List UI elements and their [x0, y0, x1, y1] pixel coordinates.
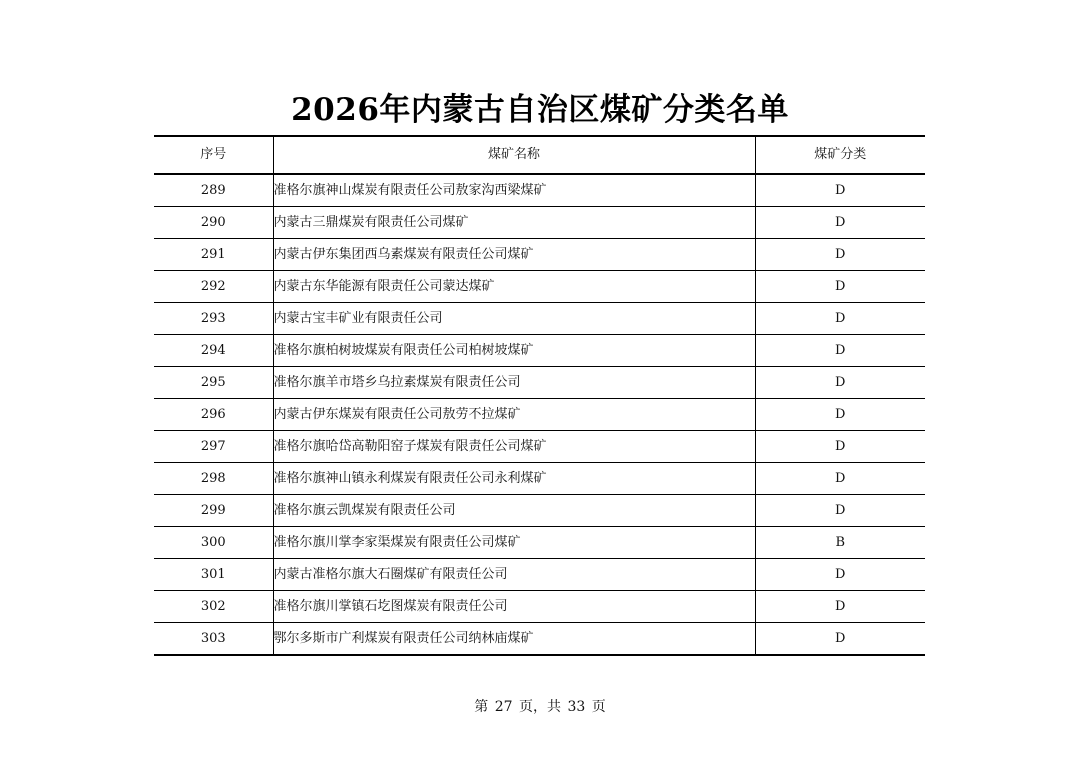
table-row	[154, 174, 925, 207]
row-number: 301	[154, 559, 273, 591]
table-row	[154, 559, 925, 591]
row-name: 鄂尔多斯市广利煤炭有限责任公司纳林庙煤矿	[273, 623, 755, 656]
row-name: 内蒙古东华能源有限责任公司蒙达煤矿	[273, 271, 755, 303]
row-category: D	[755, 399, 925, 431]
row-number: 295	[154, 367, 273, 399]
row-name: 准格尔旗云凯煤炭有限责任公司	[273, 495, 755, 527]
row-category: D	[755, 463, 925, 495]
table-row	[154, 207, 925, 239]
table-row	[154, 399, 925, 431]
table-row	[154, 463, 925, 495]
row-name: 内蒙古准格尔旗大石圈煤矿有限责任公司	[273, 559, 755, 591]
row-name: 准格尔旗川掌李家渠煤炭有限责任公司煤矿	[273, 527, 755, 559]
table-row	[154, 495, 925, 527]
row-name: 准格尔旗神山镇永利煤炭有限责任公司永利煤矿	[273, 463, 755, 495]
row-name: 内蒙古三鼎煤炭有限责任公司煤矿	[273, 207, 755, 239]
row-name: 准格尔旗哈岱高勒阳窑子煤炭有限责任公司煤矿	[273, 431, 755, 463]
table-row	[154, 239, 925, 271]
row-name: 准格尔旗川掌镇石圪图煤炭有限责任公司	[273, 591, 755, 623]
header-name: 煤矿名称	[273, 136, 755, 174]
row-number: 299	[154, 495, 273, 527]
row-number: 290	[154, 207, 273, 239]
row-category: D	[755, 495, 925, 527]
row-number: 302	[154, 591, 273, 623]
row-category: D	[755, 303, 925, 335]
table-row	[154, 303, 925, 335]
page-footer	[0, 697, 1080, 717]
footer-current-page: 27	[494, 699, 513, 715]
table-row	[154, 527, 925, 559]
header-number: 序号	[154, 136, 273, 174]
table-row	[154, 271, 925, 303]
row-name: 内蒙古宝丰矿业有限责任公司	[273, 303, 755, 335]
table-row	[154, 623, 925, 656]
table-header-row	[154, 136, 925, 174]
row-number: 298	[154, 463, 273, 495]
row-name: 准格尔旗羊市塔乡乌拉素煤炭有限责任公司	[273, 367, 755, 399]
row-category: B	[755, 527, 925, 559]
row-name: 内蒙古伊东煤炭有限责任公司敖劳不拉煤矿	[273, 399, 755, 431]
footer-mid: 页，共	[519, 699, 561, 715]
row-number: 293	[154, 303, 273, 335]
row-name: 准格尔旗柏树坡煤炭有限责任公司柏树坡煤矿	[273, 335, 755, 367]
row-category: D	[755, 559, 925, 591]
row-category: D	[755, 335, 925, 367]
footer-prefix: 第	[474, 699, 489, 715]
row-category: D	[755, 271, 925, 303]
row-number: 294	[154, 335, 273, 367]
row-number: 292	[154, 271, 273, 303]
footer-total-pages: 33	[567, 699, 586, 715]
row-number: 296	[154, 399, 273, 431]
row-category: D	[755, 207, 925, 239]
row-name: 内蒙古伊东集团西乌素煤炭有限责任公司煤矿	[273, 239, 755, 271]
table-row	[154, 591, 925, 623]
coal-mine-table	[154, 135, 925, 656]
row-number: 300	[154, 527, 273, 559]
row-category: D	[755, 174, 925, 207]
footer-suffix: 页	[591, 699, 606, 715]
row-number: 303	[154, 623, 273, 656]
page-title: 2026年内蒙古自治区煤矿分类名单	[291, 92, 789, 128]
row-category: D	[755, 431, 925, 463]
row-name: 准格尔旗神山煤炭有限责任公司敖家沟西梁煤矿	[273, 174, 755, 207]
header-category: 煤矿分类	[755, 136, 925, 174]
row-number: 289	[154, 174, 273, 207]
table-row	[154, 431, 925, 463]
row-category: D	[755, 623, 925, 656]
row-category: D	[755, 239, 925, 271]
row-category: D	[755, 591, 925, 623]
table-row	[154, 367, 925, 399]
row-number: 291	[154, 239, 273, 271]
table-row	[154, 335, 925, 367]
row-category: D	[755, 367, 925, 399]
row-number: 297	[154, 431, 273, 463]
